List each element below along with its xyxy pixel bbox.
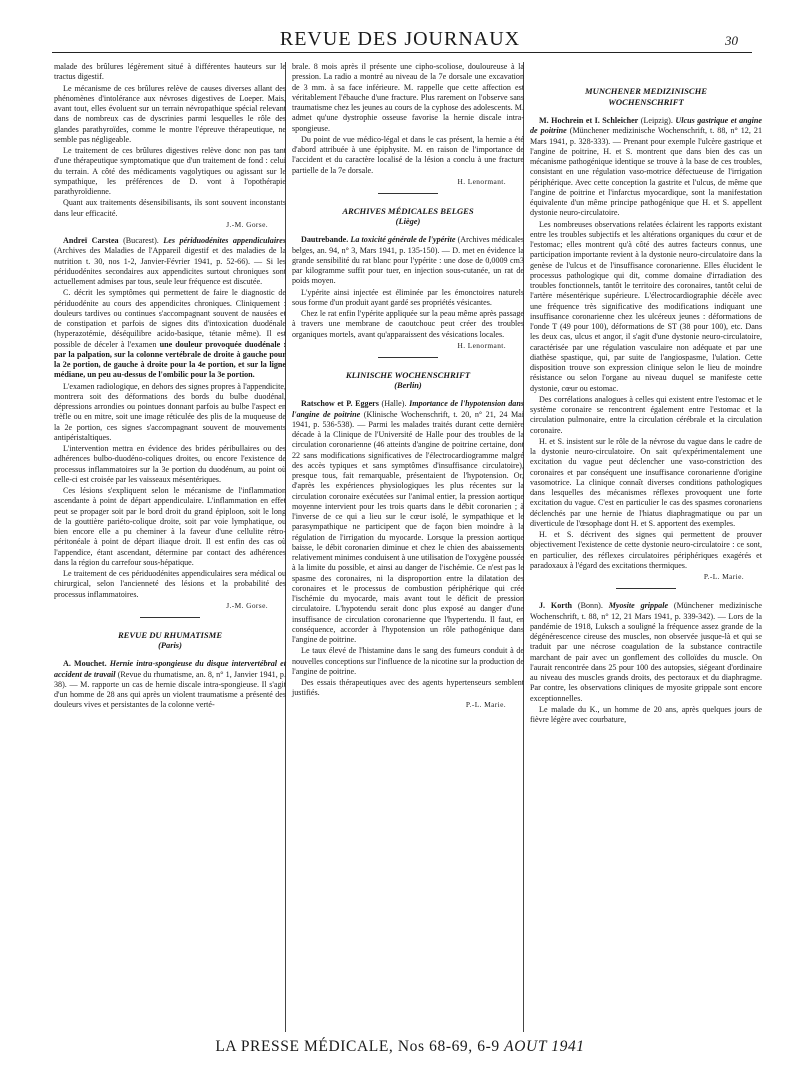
paragraph: brale. 8 mois après il présente une cipho-scoliose, douloureuse à la pression. La radio a montré au niveau de la 7e dorsale une excavation de 3 mm. à sa face inférieure. M. rappelle que cette affection est véritablement l'ébauche d'une fracture. Plus rarement on l'observe sans traumatisme chez les jeunes au cours de la cyphose des adolescents. M. admet qu'une dystrophie osseuse favorise la hernie discale intra-spongieuse.	[292, 62, 524, 133]
column-1	[54, 62, 286, 712]
section-heading: REVUE DU RHUMATISME	[117, 630, 223, 640]
section-heading: MUNCHENER MEDIZINISCHE WOCHENSCHRIFT	[584, 86, 708, 107]
section-city: (Paris)	[158, 641, 182, 650]
separator	[616, 588, 676, 589]
section-heading: ARCHIVES MÉDICALES BELGES	[342, 206, 474, 216]
paragraph: Chez le rat enfin l'ypérite appliquée sur la peau même après passage à travers une membrane de caoutchouc peut créer des troubles organiques mortels, avant qu'apparaissent des vésications locales.	[292, 309, 524, 339]
paragraph: Des corrélations analogues à celles qui existent entre l'estomac et le système coronaire se rencontrent également entre l'estomac et la circulation pulmonaire, entre la circulation cérébrale et la circulation coronaire.	[530, 394, 762, 435]
article-reference: (Archives des Maladies de l'Appareil digestif et des maladies de la nutrition t. 30, nos 1-2, Janvier-Février 1941, p. 52-66). — Si les périduodénites secondaires aux appendicites surtout chroniques sont actuellement admises par tous, seule leur fréquence est discutée.	[54, 246, 286, 286]
article-author: Andreï Carstea	[63, 236, 119, 245]
article-entry	[530, 601, 762, 704]
footer-date: AOUT 1941	[504, 1038, 585, 1055]
article-reference: (Münchener medizinische Wochenschrift, t. 88, n° 12, 21 Mars 1941, p. 328-333). — Prenant pour exemple l'ulcère gastrique et l'angine de poitrine, H. et S. montrent que dans bien des cas un mécanisme pathogénique identique se trouve à la base de ces troubles, consistant en une régulation vaso-motrice défectueuse de l'irrigation périphérique. Avec cette conception la gastrite et l'ulcus, de même que l'angine de poitrine et l'infarctus myocardique, sont la manifestation équivalente d'un même principe pathogénique que H. et S. appellent dystonie neuro-circulatoire.	[530, 126, 763, 218]
signature: H. Lenormant.	[457, 176, 506, 186]
article-reference: (Revue du rhumatisme, an. 8, n° 1, Janvier 1941, p. 38). — M. rapporte un cas de hernie discale intra-spongieuse. Il s'agit d'un homme de 28 ans qui après un violent traumatisme a présenté des douleurs vives et persistantes de la colonne verté-	[54, 669, 286, 710]
signature: J.-M. Gorse.	[226, 600, 268, 610]
article-entry	[54, 659, 286, 710]
paragraph: L'examen radiologique, en dehors des signes propres à l'appendicite, montrera soit des déformations des bords du bulbe duodénal, dépressions arrondies ou pointues donnant parfois au bulbe l'aspect en trèfle ou en mitre, soit une image réticulée des plis de la muqueuse de la 2e portion, ces signes s'accompagnant souvent de mouvements antipéristaltiques.	[54, 381, 286, 442]
article-title: Hernie intra-spongieuse du disque intervertébral et accident de travail	[54, 659, 286, 679]
paragraph: Le taux élevé de l'histamine dans le sang des fumeurs conduit à de nouvelles conceptions sur l'influence de la nicotine sur la production de l'angine de poitrine.	[292, 646, 524, 676]
article-entry	[530, 116, 762, 219]
separator	[378, 357, 438, 358]
article-reference: (Klinische Wochenschrift, t. 20, n° 21, 24 Mai 1941, p. 536-538). — Parmi les malades traités durant cette dernière décade à la Clinique de l'Université de Halle pour des troubles de la circulation coronarienne (46 atteints d'angine de poitrine certaine, dont 22 sans modifications significatives de l'électrocardiogramme malgré des accès typiques et sans symptômes d'insuffisance circulatoire), presque tous, fait remarquable, présentaient de l'hypotension. Or, d'après les expériences physiologiques les plus récentes sur la circulation coronaire exécutées sur l'animal entier, la pression aortique moyenne intervient pour les trois quarts dans le débit coronarien ; à l'inverse de ce qui a lieu sur le cœur isolé, le sympathique et le parasympathique ne participent que de façon bien moindre à la régulation de l'irrigation du myocarde. Lorsque la pression aortique baisse, le débit coronarien diminue et chez le chien des abaissements relativement minimes conduisent à une utilisation de l'oxygène poussée à la limite du possible, et ainsi au danger de l'ischémie. Ce n'est pas le spasme des coronaires, ni la disproportion entre la dilatation des coronaires et le processus de combustion périphérique qui crée l'ischémie du myocarde, mais avant tout le déficit de pression circulatoire. L'hypotendu serait donc plus exposé au danger d'une insuffisance de circulation coronarienne que l'hypertendu. Il faut, en conséquence, accorder à l'hypotension un rôle pathogénique dans l'angine de poitrine.	[292, 409, 524, 644]
page-footer	[0, 1038, 800, 1056]
article-title: Ulcus gastrique et angine de poitrine	[530, 116, 763, 136]
paragraph: Ces lésions s'expliquent selon le mécanisme de l'inflammation ascendante à point de départ appendiculaire. L'inflammation en effet peut se propager soit par le bord droit du grand épiploon, soit le long de la gouttière pariéto-colique droite, soit par voie lymphatique, ou bien encore elle a pu cheminer à la faveur d'une cellulite rétro-péritonéale à point de départ iliaque droit. Il est enfin des cas où l'appendice, étant ascendant, détermine par contact des adhérences dans la région du carrefour sous-hépatique.	[54, 486, 286, 567]
paragraph: Le mécanisme de ces brûlures relève de causes diverses allant des phénomènes d'intolérance aux névroses digestives de Loeper. Mais, avant tout, elles évoluent sur un terrain névropathique spécial relevant dans de nombreux cas de dyscrinies parmi lesquelles le rôle des glandes parathyroïdes, comme le montre l'épreuve thérapeutique, ne semble pas négligeable.	[54, 83, 286, 144]
article-city: (Halle).	[378, 399, 410, 409]
paragraph: Le malade du K., un homme de 20 ans, après quelques jours de fièvre légère avec courbature,	[530, 704, 762, 724]
paragraph: Le traitement de ces périduodénites appendiculaires sera médical ou chirurgical, selon l'ancienneté des lésions et la probabilité des processus inflammatoires.	[54, 569, 286, 599]
article-author: J. Korth	[539, 601, 573, 611]
paragraph: Quant aux traitements désensibilisants, ils sont souvent inconstants dans leur efficacité.	[54, 198, 286, 218]
signature: P.-L. Marie.	[703, 572, 744, 581]
header-rule	[52, 52, 752, 53]
section-city: (Liège)	[395, 217, 421, 226]
article-author: M. Hochrein et I. Schleicher	[539, 116, 639, 125]
page-header	[0, 0, 800, 58]
section-heading: KLINISCHE WOCHENSCHRIFT	[345, 370, 471, 380]
article-entry	[292, 235, 524, 286]
signature: H. Lenormant.	[457, 340, 506, 350]
article-city: (Bonn).	[572, 601, 609, 611]
separator	[140, 617, 200, 618]
article-entry	[292, 399, 524, 645]
article-city: (Leipzig).	[638, 116, 676, 125]
article-entry	[54, 236, 286, 287]
article-author: A. Mouchet.	[63, 659, 107, 669]
article-author: Ratschow et P. Eggers	[301, 399, 379, 409]
paragraph: H. et S. décrivent des signes qui permettent de prouver objectivement l'existence de cette dystonie neuro-circulatoire : ce sont, en particulier, des réflexes circulatoires périphériques exagérés et paradoxaux à l'égard des excitations thermiques.	[530, 530, 762, 570]
column-2	[292, 62, 524, 716]
article-reference: (Archives médicales belges, an. 94, n° 3, Mars 1941, p. 135-150). — D. met en évidence la grande sensibilité du rat blanc pour l'ypérite : une dose de 0,0009 cm3 par kilogramme suffit pour tuer, en injection sous-cutanée, un rat de poids moyen.	[292, 235, 524, 286]
paragraph: Du point de vue médico-légal et dans le cas présent, la hernie a été d'abord attribuée à une épiphysite. M. en raison de l'importance de l'accident et du caractère localisé de la lésion a conclu à une fracture partielle de la 7e dorsale.	[292, 134, 524, 175]
paragraph: Les nombreuses observations relatées éclairent les rapports existant entre les troubles subjectifs et les altérations organiques du cœur et de l'estomac; elles montrent qu'à côté des autres facteurs connus, une participation importante revient à la dystonie neuro-circulatoire dans la genèse de l'ulcus et de l'insuffisance coronarienne. Elles élucident le processus pathologique qui dit, comme domaine d'irradiation des troubles fonctionnels, tantôt le territoire des coronaires, tantôt celui de l'artère mésentérique supérieure. L'électrocardiographie décèle avec une fréquence très significative des modifications indiquant une insuffisance coronarienne chez les ulcéreux jeunes : déformations de l'onde T (49 pour 100), déformations de ST (38 pour 100), etc. Dans les deux cas, ulcus et angor, il s'agit d'une dystonie neuro-circulatoire, caractérisée par une régulation vasculaire non adéquate et par une diathèse spastique, qui, par suite de l'angiospasme, l'ulation. Cette disposition trouve son expression clinique selon le lieu de moindre résistance ou selon l'organe au niveau duquel se manifeste cette dystonie, cœur ou estomac.	[530, 219, 762, 393]
footer-journal: LA PRESSE MÉDICALE, N	[215, 1038, 410, 1055]
article-title: Myosite grippale	[608, 601, 669, 611]
paragraph: L'intervention mettra en évidence des brides péribullaires ou des adhérences bulbo-duodéno-coliques droites, ou encore l'existence de processus inflammatoires sur la 3e portion du duodénum, au point où celle-ci est croisée par les vaisseaux mésentériques.	[54, 444, 286, 484]
article-title: Les périduodénites appendiculaires	[163, 236, 286, 245]
paragraph: H. et S. insistent sur le rôle de la névrose du vague dans le cadre de la dystonie neuro-circulatoire. On sait qu'expérimentalement une excitation du vague peut déclencher une vaso-constriction des coronaires et par conséquent une insuffisance coronarienne d'origine vasomotrice. La clinique connaît diverses conditions pathologiques dans lesquelles des mécanismes réflexes provoquent une forte excitation du vague. C'est en particulier le cas des spasmes coronariens déclenchés par une hernie de l'hiatus diaphragmatique ou par un diverticule de l'œsophage dont H. et S. apportent des exemples.	[530, 436, 762, 528]
signature: P.-L. Marie.	[465, 699, 506, 709]
paragraph: Le traitement de ces brûlures digestives relève donc non pas tant d'une thérapeutique symptomatique que d'un traitement de fond : celui du terrain. A côté des médicaments vagolytiques ou agissant sur le sympathique, les préférences de D. vont à l'opothérapie parathyroïdienne.	[54, 146, 286, 196]
running-title: REVUE DES JOURNAUX	[279, 28, 521, 50]
page-number: 30	[725, 33, 738, 48]
article-title: La toxicité générale de l'ypérite	[348, 235, 456, 245]
article-city: (Bucarest).	[118, 236, 164, 245]
paragraph: Des essais thérapeutiques avec des agents hypertenseurs semblent justifiés.	[292, 678, 524, 698]
article-author: Dautrebande.	[301, 235, 349, 245]
signature: J.-M. Gorse.	[226, 219, 268, 229]
article-reference: (Münchener medizinische Wochenschrift, t. 88, n° 12, 21 Mars 1941, p. 339-342). — Lors de la pandémie de 1918, Luksch a souligné la fréquence assez grande de la dégénérescence cireuse des muscles, non observée jusque-là et qui se traduit par une nécrose coagulation de la substance contractile marchant de pair avec un gonflement des colloïdes du muscle. On l'aurait rencontrée dans 25 pour 100 des autopsies, siégeant d'ordinaire au niveau des muscles grands droits, des pectoraux et du diaphragme. Par contre, les observations cliniques de myosite grippale sont encore exceptionnelles.	[530, 601, 762, 703]
article-title: Importance de l'hypotension dans l'angine de poitrine	[292, 399, 524, 419]
footer-issue: os 68-69, 6-9	[409, 1038, 505, 1055]
separator	[378, 193, 438, 194]
column-3	[530, 62, 762, 726]
paragraph: malade des brûlures légèrement situé à différentes hauteurs sur le tractus digestif.	[54, 62, 286, 82]
paragraph: L'ypérite ainsi injectée est éliminée par les émonctoires naturels sous forme d'un produit ayant gardé ses propriétés vésicantes.	[292, 287, 524, 307]
paragraph: C. décrit les symptômes qui permettent de faire le diagnostic de périduodénite au cours des appendicites chroniques. Cliniquement : douleurs tardives ou continues s'accompagnant souvent de nausées et de constipation et parfois de signes dits d'intoxication duodénale (hyperazotémie, déséquilibre acido-basique, tétanie même). Il est possible de déceler à l'examen une douleur provoquée duodénale : par la palpation, sur la colonne vertébrale de droite à gauche pour la 2e portion, de gauche à droite pour la 4e portion, et sur la ligne médiane, un peu au-dessus de l'ombilic pour la 3e portion.	[54, 288, 286, 380]
section-city: (Berlin)	[394, 381, 422, 390]
